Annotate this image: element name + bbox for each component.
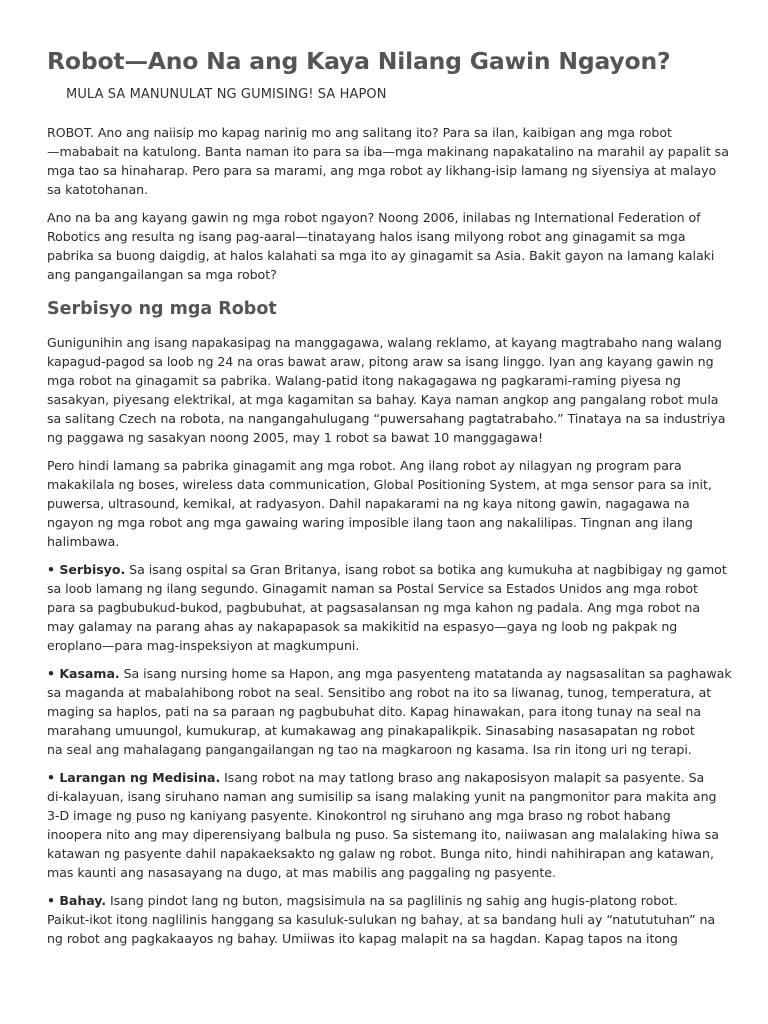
text-line: ng paggawa ng sasakyan noong 2005, may 1 robot sa bawat 10 manggagawa! — [47, 430, 544, 445]
paragraph-intro-2 — [47, 208, 729, 284]
text-line — [47, 560, 729, 579]
text-line: halimbawa. — [47, 534, 120, 549]
bullet-label: • Bahay. — [47, 893, 107, 908]
text-line: Ano na ba ang kayang gawin ng mga robot ngayon? Noong 2006, inilabas ng International Federation of — [47, 210, 701, 225]
text-line: na seal ang mahalagang pangangailangan ng tao na magkaroon ng kasama. Isa rin itong uri ng terapi. — [47, 742, 692, 757]
bullet-label: • Kasama. — [47, 666, 120, 681]
text-line: katawan ng pasyente dahil napakaeksakto ng galaw ng robot. Bunga nito, hindi nahihirapan ang katawan, — [47, 846, 714, 861]
text-line: para sa pagbubukud-bukod, pagbubuhat, at pagsasalansan ng mga kahon ng padala. Ang mga robot na — [47, 600, 701, 615]
text-line: Pero hindi lamang sa pabrika ginagamit ang mga robot. Ang ilang robot ay nilagyan ng program para — [47, 458, 682, 473]
text-line: ngayon ng mga robot ang mga gawaing waring imposible ilang taon ang nakalilipas. Tingnan ang ilang — [47, 515, 693, 530]
text-line — [47, 664, 732, 683]
text-line: mas kaunti ang nasasayang na dugo, at mas mabilis ang paggaling ng pasyente. — [47, 865, 556, 880]
text-line: —mababait na katulong. Banta naman ito para sa iba—mga makinang napakatalino na marahil ay papalit sa — [47, 144, 729, 159]
text-line: sa maganda at mabalahibong robot na seal. Sensitibo ang robot na ito sa liwanag, tunog, temperatura, at — [47, 685, 712, 700]
text-line: marahang umuungol, kumukurap, at kumakawag ang pinakapalikpik. Sinasabing nasasapatan ng robot — [47, 723, 695, 738]
text-line: mga tao sa hinaharap. Pero para sa marami, ang mga robot ay likhang-isip lamang ng siyensiya at malayo — [47, 163, 717, 178]
article-byline: MULA SA MANUNULAT NG GUMISING! SA HAPON — [66, 87, 387, 102]
bullet-text: Sa isang nursing home sa Hapon, ang mga pasyenteng matatanda ay nagsasalitan sa paghawak — [119, 666, 732, 681]
text-line — [47, 891, 729, 910]
bullet-serbisyo — [47, 560, 729, 655]
text-line: puwersa, ultrasound, kemikal, at radyasyon. Dahil napakarami na ng kaya nitong gawin, nagagawa na — [47, 496, 690, 511]
text-line: ang pangangailangan sa mga robot? — [47, 267, 277, 282]
text-line: Robotics ang resulta ng isang pag-aaral—tinatayang halos isang milyong robot ang ginagamit sa mga — [47, 229, 686, 244]
bullet-kasama — [47, 664, 732, 759]
paragraph-section-2 — [47, 456, 729, 551]
text-line: kapagud-pagod sa loob ng 24 na oras bawat araw, pitong araw sa isang linggo. Iyan ang kayang gawin ng — [47, 354, 714, 369]
paragraph-section-1 — [47, 333, 729, 447]
text-line: may galamay na parang ahas ay nakapapasok sa makikitid na espasyo—gaya ng loob ng pakpak ng — [47, 619, 678, 634]
section-heading: Serbisyo ng mga Robot — [47, 299, 277, 319]
paragraph-intro-1 — [47, 123, 729, 199]
bullet-medisina — [47, 768, 729, 882]
text-line: 3-D image ng puso ng kaniyang pasyente. Kinokontrol ng siruhano ang mga braso ng robot habang — [47, 808, 671, 823]
text-line: sasakyan, piyesang elektrikal, at mga kagamitan sa bahay. Kaya naman angkop ang pangalang robot mula — [47, 392, 719, 407]
text-line: ng robot ang pagkakaayos ng bahay. Umiiwas ito kapag malapit na sa hagdan. Kapag tapos na itong — [47, 931, 678, 946]
text-line: mga robot na ginagamit sa pabrika. Walang-patid itong nakagagawa ng pagkarami-raming piyesa ng — [47, 373, 681, 388]
text-line: ROBOT. Ano ang naiisip mo kapag narinig mo ang salitang ito? Para sa ilan, kaibigan ang mga robot — [47, 125, 672, 140]
bullet-text: Sa isang ospital sa Gran Britanya, isang robot sa botika ang kumukuha at nagbibigay ng gamot — [125, 562, 727, 577]
article-title: Robot—Ano Na ang Kaya Nilang Gawin Ngayon? — [47, 47, 671, 75]
bullet-label: • Larangan ng Medisina. — [47, 770, 221, 785]
text-line: Paikut-ikot itong naglilinis hanggang sa kasuluk-sulukan ng bahay, at sa bandang huli ay “natututuhan” na — [47, 912, 716, 927]
bullet-text: Isang pindot lang ng buton, magsisimula na sa paglilinis ng sahig ang hugis-platong robot. — [106, 893, 678, 908]
text-line: di-kalayuan, isang siruhano naman ang sumisilip sa isang malaking yunit na pangmonitor para makita ang — [47, 789, 717, 804]
text-line: sa loob lamang ng ilang segundo. Ginagamit naman sa Postal Service sa Estados Unidos ang mga robot — [47, 581, 698, 596]
document-page — [47, 46, 732, 948]
text-line: makakilala ng boses, wireless data communication, Global Positioning System, at mga sensor para sa init, — [47, 477, 712, 492]
text-line — [47, 768, 729, 787]
text-line: sa salitang Czech na robota, na nangangahulugang “puwersahang pagtatrabaho.” Tinataya na sa industriya — [47, 411, 726, 426]
bullet-bahay — [47, 891, 729, 948]
text-line: inoopera nito ang may diperensiyang balbula ng puso. Sa sistemang ito, naiiwasan ang malalaking hiwa sa — [47, 827, 719, 842]
bullet-label: • Serbisyo. — [47, 562, 126, 577]
text-line: eroplano—para mag-inspeksiyon at magkumpuni. — [47, 638, 360, 653]
text-line: pabrika sa buong daigdig, at halos kalahati sa mga ito ay ginagamit sa Asia. Bakit gayon na lamang kalaki — [47, 248, 715, 263]
bullet-text: Isang robot na may tatlong braso ang nakaposisyon malapit sa pasyente. Sa — [220, 770, 705, 785]
text-line: Gunigunihin ang isang napakasipag na manggagawa, walang reklamo, at kayang magtrabaho nang walang — [47, 335, 722, 350]
text-line: maging sa haplos, pati na sa paraan ng pagbubuhat dito. Kapag hinawakan, para itong tunay na seal na — [47, 704, 702, 719]
text-line: sa katotohanan. — [47, 182, 148, 197]
